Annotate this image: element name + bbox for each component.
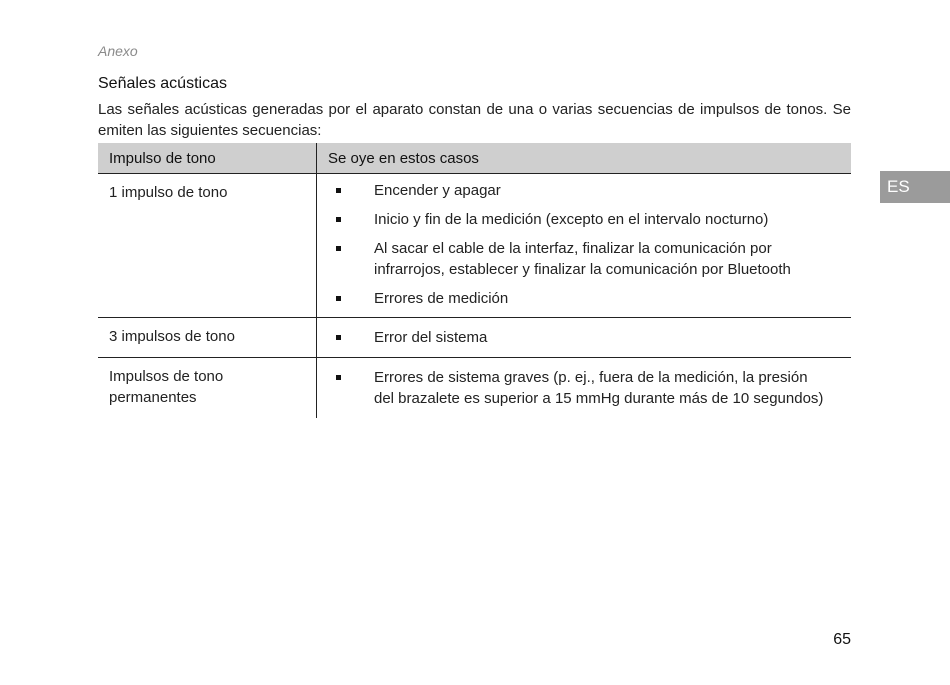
pulse-cell: 3 impulsos de tono bbox=[98, 318, 317, 358]
cases-cell bbox=[317, 174, 852, 318]
column-header-pulse: Impulso de tono bbox=[98, 143, 317, 174]
list-item: Errores de sistema graves (p. ej., fuera de la medición, la presión del brazalete es superior a 15 mmHg durante más de 10 segundos) bbox=[335, 367, 831, 409]
pulse-cell: Impulsos de tono permanentes bbox=[98, 358, 317, 419]
list-item: Errores de medición bbox=[335, 288, 831, 309]
list-item: Inicio y fin de la medición (excepto en el intervalo nocturno) bbox=[335, 209, 831, 230]
pulse-cell: 1 impulso de tono bbox=[98, 174, 317, 318]
table-header-row bbox=[98, 143, 851, 174]
cases-cell bbox=[317, 318, 852, 358]
acoustic-signals-table bbox=[98, 143, 851, 418]
list-item: Error del sistema bbox=[335, 327, 831, 348]
running-header: Anexo bbox=[98, 43, 138, 59]
list-item: Encender y apagar bbox=[335, 180, 831, 201]
section-title: Señales acústicas bbox=[98, 75, 227, 92]
list-item: Al sacar el cable de la interfaz, finalizar la comunicación por infrarrojos, establecer y finalizar la comunicación por Bluetooth bbox=[335, 238, 831, 280]
cases-cell bbox=[317, 358, 852, 419]
table-row bbox=[98, 358, 851, 419]
cases-list bbox=[335, 180, 831, 309]
intro-paragraph: Las señales acústicas generadas por el aparato constan de una o varias secuencias de impulsos de tonos. Se emiten las siguientes secuencias: bbox=[98, 101, 851, 139]
language-tab: ES bbox=[880, 171, 950, 203]
table-row bbox=[98, 318, 851, 358]
table-row bbox=[98, 174, 851, 318]
column-header-cases: Se oye en estos casos bbox=[317, 143, 852, 174]
cases-list bbox=[335, 327, 831, 348]
page-number: 65 bbox=[833, 631, 851, 648]
cases-list bbox=[335, 367, 831, 409]
